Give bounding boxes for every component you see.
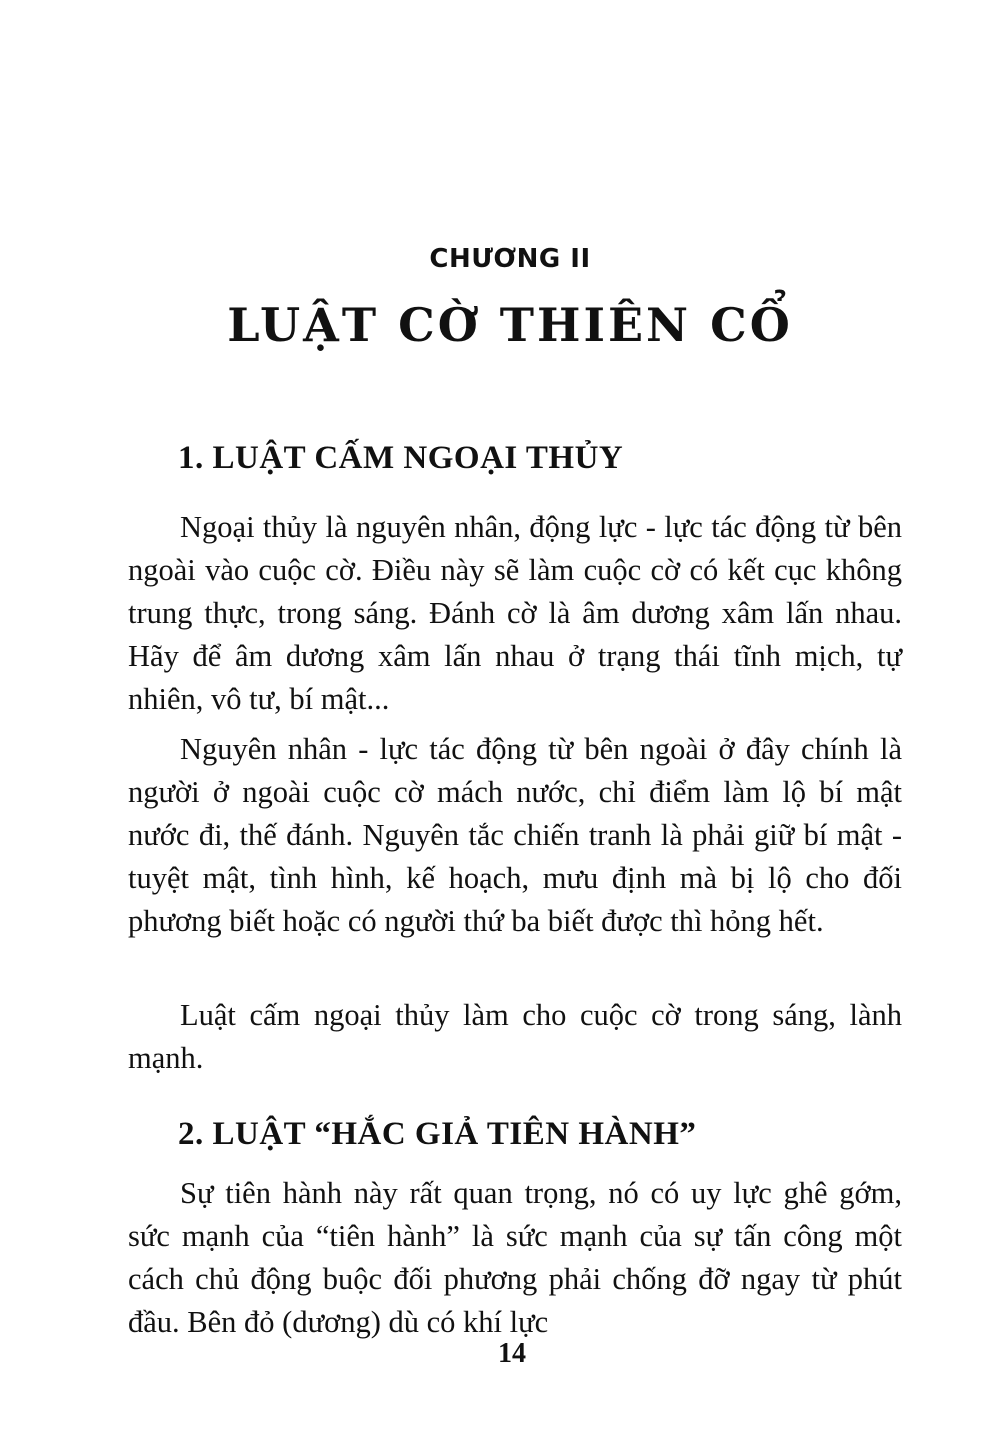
- paragraph-2: Nguyên nhân - lực tác động từ bên ngoài ở đây chính là người ở ngoài cuộc cờ mách nước, chỉ điểm làm lộ bí mật nước đi, thế đánh. Nguyên tắc chiến tranh là phải giữ bí mật - tuyệt mật, tình hình, kế hoạch, mưu định mà bị lộ cho đối phương biết hoặc có người thứ ba biết được thì hỏng hết.: [128, 732, 902, 938]
- section-heading-2: 2. LUẬT “HẮC GIẢ TIÊN HÀNH”: [178, 1116, 697, 1152]
- chapter-label: CHƯƠNG II: [429, 244, 591, 274]
- paragraph-4: Sự tiên hành này rất quan trọng, nó có uy lực ghê gớm, sức mạnh của “tiên hành” là sức mạnh của sự tấn công một cách chủ động buộc đối phương phải chống đỡ ngay từ phút đầu. Bên đỏ (dương) dù có khí lực: [128, 1176, 902, 1339]
- paragraph-3: Luật cấm ngoại thủy làm cho cuộc cờ trong sáng, lành mạnh.: [128, 998, 902, 1075]
- section-heading-1: 1. LUẬT CẤM NGOẠI THỦY: [178, 440, 624, 476]
- chapter-title: LUẬT CỜ THIÊN CỔ: [227, 298, 793, 352]
- page-number: 14: [498, 1338, 526, 1369]
- paragraph-1: Ngoại thủy là nguyên nhân, động lực - lực tác động từ bên ngoài vào cuộc cờ. Điều này sẽ làm cuộc cờ có kết cục không trung thực, trong sáng. Đánh cờ là âm dương xâm lấn nhau. Hãy để âm dương xâm lấn nhau ở trạng thái tĩnh mịch, tự nhiên, vô tư, bí mật...: [128, 510, 902, 716]
